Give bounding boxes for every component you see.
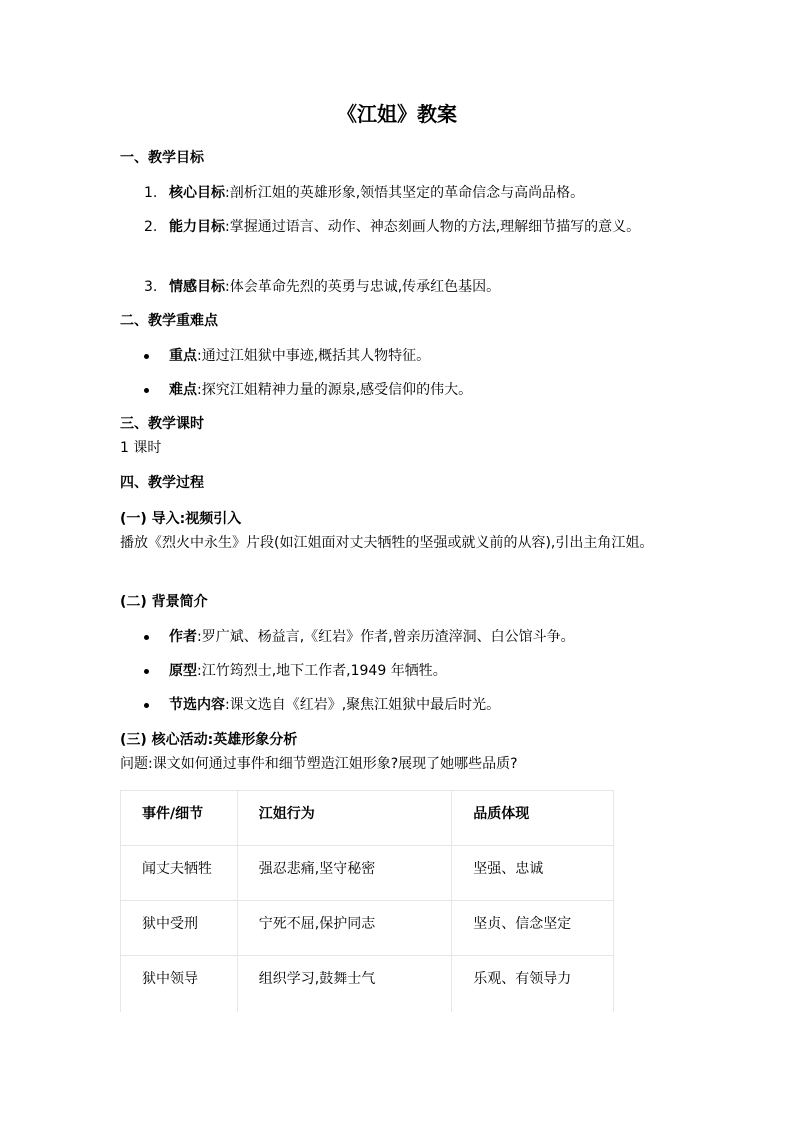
table-row [121, 846, 614, 901]
hours-text: 1 课时 [120, 440, 162, 456]
section-heading-goals: 一、教学目标 [120, 150, 204, 166]
intro-text: 播放《烈火中永生》片段(如江姐面对丈夫牺牲的坚强或就义前的从容),引出主角江姐。 [120, 535, 654, 551]
bullet-icon [144, 354, 149, 359]
item-label: 原型 [169, 663, 197, 679]
table-header-cell: 江姐行为 [237, 791, 452, 846]
item-text: :体会革命先烈的英勇与忠诚,传承红色基因。 [225, 279, 501, 295]
table-row [121, 956, 614, 1012]
item-text: :江竹筠烈士,地下工作者,1949 年牺牲。 [197, 663, 447, 679]
table-cell: 狱中受刑 [121, 901, 238, 956]
list-item [120, 216, 680, 262]
item-label: 作者 [169, 629, 197, 645]
analysis-table [120, 790, 614, 1012]
table-cell: 乐观、有领导力 [452, 956, 614, 1012]
item-label: 重点 [169, 348, 197, 364]
subsection-heading-intro: (一) 导入:视频引入 [120, 511, 242, 527]
list-number: 2. [144, 219, 158, 235]
item-text: :探究江姐精神力量的源泉,感受信仰的伟大。 [197, 382, 473, 398]
subsection-heading-core-activity: (三) 核心活动:英雄形象分析 [120, 732, 298, 748]
list-item [120, 276, 680, 299]
table-cell: 坚贞、信念坚定 [452, 901, 614, 956]
item-label: 难点 [169, 382, 197, 398]
bullet-item [120, 660, 680, 682]
bullet-icon [144, 669, 149, 674]
table-header-cell: 品质体现 [452, 791, 614, 846]
item-text: :罗广斌、杨益言,《红岩》作者,曾亲历渣滓洞、白公馆斗争。 [197, 629, 575, 645]
item-label: 核心目标 [169, 185, 225, 201]
section-heading-key-points: 二、教学重难点 [120, 313, 218, 329]
item-text: :通过江姐狱中事迹,概括其人物特征。 [197, 348, 431, 364]
document-title: 《江姐》教案 [337, 102, 457, 126]
bullet-item [120, 379, 680, 401]
section-heading-hours: 三、教学课时 [120, 416, 204, 432]
table-cell: 闻丈夫牺牲 [121, 846, 238, 901]
table-row [121, 901, 614, 956]
list-item [120, 182, 680, 205]
table-cell: 强忍悲痛,坚守秘密 [237, 846, 452, 901]
section-heading-process: 四、教学过程 [120, 475, 204, 491]
item-text: :剖析江姐的英雄形象,领悟其坚定的革命信念与高尚品格。 [225, 185, 585, 201]
item-text: :掌握通过语言、动作、神态刻画人物的方法,理解细节描写的意义。 [225, 219, 641, 235]
item-text: :课文选自《红岩》,聚焦江姐狱中最后时光。 [225, 697, 501, 713]
bullet-item [120, 626, 680, 648]
table-cell: 组织学习,鼓舞士气 [237, 956, 452, 1012]
table-cell: 狱中领导 [121, 956, 238, 1012]
bullet-icon [144, 703, 149, 708]
bullet-icon [144, 388, 149, 393]
bullet-icon [144, 635, 149, 640]
table-header-row [121, 791, 614, 846]
subsection-heading-background: (二) 背景简介 [120, 594, 208, 610]
table-header-cell: 事件/细节 [121, 791, 238, 846]
item-label: 节选内容 [169, 697, 225, 713]
table-cell: 坚强、忠诚 [452, 846, 614, 901]
bullet-item [120, 694, 680, 716]
question-text: 问题:课文如何通过事件和细节塑造江姐形象?展现了她哪些品质? [120, 756, 518, 772]
item-label: 能力目标 [169, 219, 225, 235]
table-cell: 宁死不屈,保护同志 [237, 901, 452, 956]
bullet-item [120, 345, 680, 367]
list-number: 3. [144, 279, 158, 295]
list-number: 1. [144, 185, 158, 201]
item-label: 情感目标 [169, 279, 225, 295]
